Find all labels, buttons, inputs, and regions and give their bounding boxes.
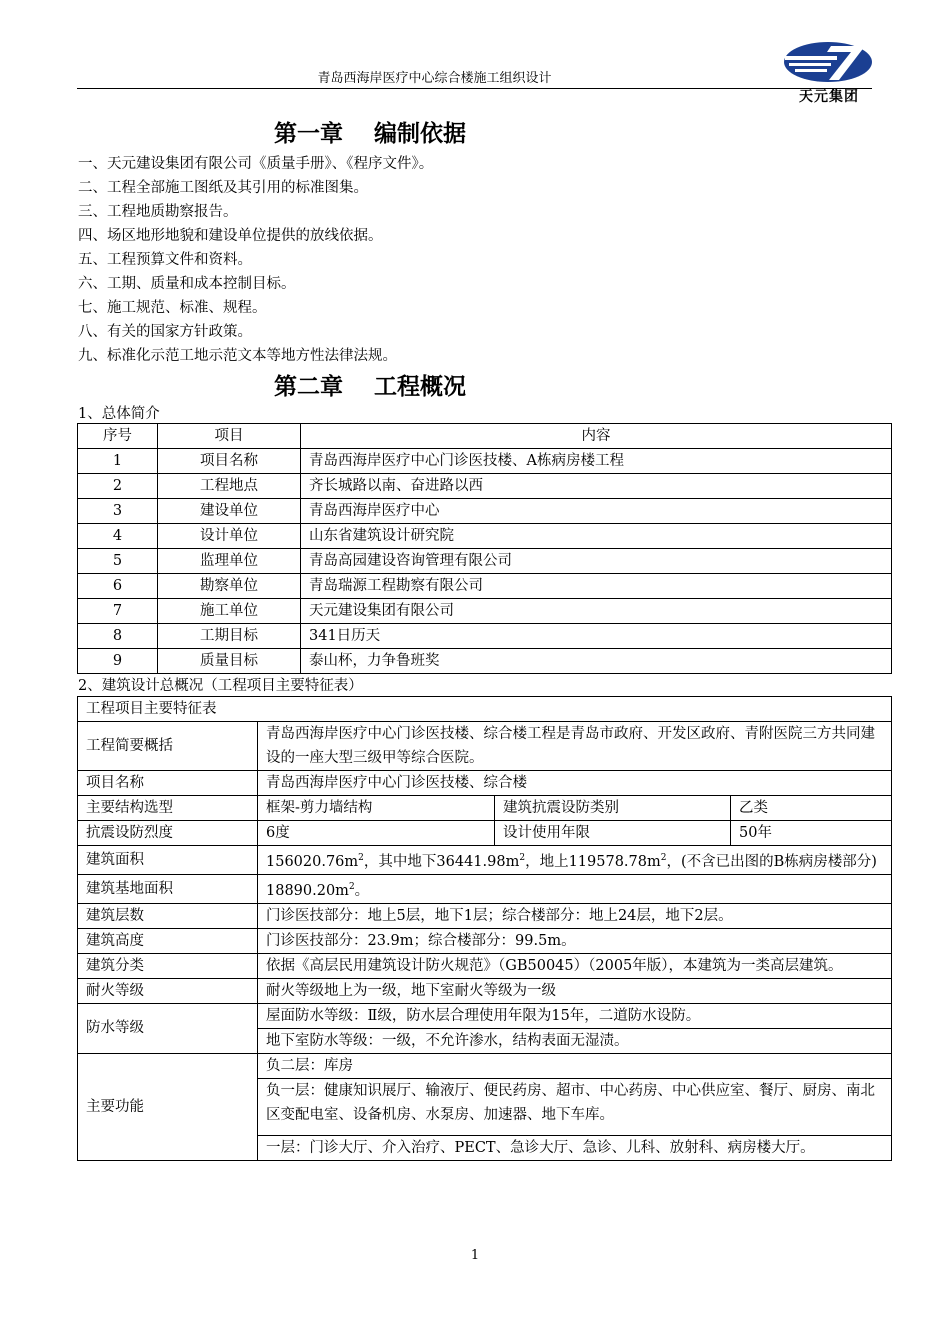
table-row [78, 953, 892, 978]
row-label: 建筑层数 [78, 903, 258, 928]
row-value: 50年 [731, 821, 892, 846]
row-value: 依据《高层民用建筑设计防火规范》（GB50045）（2005年版），本建筑为一类高层建筑。 [258, 953, 892, 978]
row-label: 建筑基地面积 [78, 874, 258, 903]
table-cell: 9 [78, 649, 158, 674]
base-area: 18890.20m [266, 882, 349, 899]
row-label: 耐火等级 [78, 978, 258, 1003]
table-cell: 3 [78, 499, 158, 524]
row-value: 门诊医技部分：地上5层，地下1层；综合楼部分：地上24层，地下2层。 [258, 903, 892, 928]
basis-item: 五、工程预算文件和资料。 [78, 252, 252, 268]
row-value: 屋面防水等级：Ⅱ级，防水层合理使用年限为15年，二道防水设防。 [258, 1003, 892, 1028]
table-row [78, 1053, 892, 1078]
row-label: 抗震设防烈度 [78, 821, 258, 846]
chapter-1-title: 第一章 编制依据 [273, 121, 466, 147]
basis-item: 二、工程全部施工图纸及其引用的标准图集。 [78, 180, 368, 196]
basis-item: 六、工期、质量和成本控制目标。 [78, 276, 296, 292]
table-row [78, 903, 892, 928]
row-value: 框架-剪力墙结构 [258, 796, 495, 821]
table-header-row [78, 424, 892, 449]
overview-table [77, 423, 892, 674]
table-row [78, 846, 892, 875]
table-row [78, 1003, 892, 1028]
table-cell: 齐长城路以南、奋进路以西 [301, 474, 892, 499]
table-row [78, 697, 892, 722]
row-label: 项目名称 [78, 771, 258, 796]
basis-item: 七、施工规范、标准、规程。 [78, 300, 267, 316]
basis-item: 四、场区地形地貌和建设单位提供的放线依据。 [78, 228, 383, 244]
table-row [78, 499, 892, 524]
table-cell: 青岛瑞源工程勘察有限公司 [301, 574, 892, 599]
header-cell: 序号 [78, 424, 158, 449]
table-cell: 青岛西海岸医疗中心门诊医技楼、A栋病房楼工程 [301, 449, 892, 474]
table-cell: 监理单位 [158, 549, 301, 574]
feature-table [77, 696, 892, 1161]
area-note: ，(不含已出图的B栋病房楼部分) [666, 853, 877, 870]
row-label: 工程简要概括 [78, 722, 258, 771]
row-value: 6度 [258, 821, 495, 846]
table-cell: 建设单位 [158, 499, 301, 524]
table-caption: 工程项目主要特征表 [78, 697, 892, 722]
page-header [77, 62, 872, 89]
table-cell: 4 [78, 524, 158, 549]
table-cell: 青岛西海岸医疗中心 [301, 499, 892, 524]
table-row [78, 524, 892, 549]
basis-item: 八、有关的国家方针政策。 [78, 324, 252, 340]
table-cell: 工程地点 [158, 474, 301, 499]
superscript: 2 [519, 853, 526, 863]
table-cell: 天元建设集团有限公司 [301, 599, 892, 624]
row-value: 一层：门诊大厅、介入治疗、PECT、急诊大厅、急诊、儿科、放射科、病房楼大厅。 [258, 1135, 892, 1160]
table-row [78, 624, 892, 649]
row-value: 门诊医技部分：23.9m；综合楼部分：99.5m。 [258, 928, 892, 953]
row-label: 设计使用年限 [495, 821, 731, 846]
table-row [78, 474, 892, 499]
table-cell: 6 [78, 574, 158, 599]
table-cell: 泰山杯，力争鲁班奖 [301, 649, 892, 674]
header-cell: 项目 [158, 424, 301, 449]
table-cell: 项目名称 [158, 449, 301, 474]
table-cell: 1 [78, 449, 158, 474]
area-aboveground: ，地上119578.78m [525, 853, 661, 870]
base-area-end: 。 [354, 882, 370, 899]
table-cell: 341日历天 [301, 624, 892, 649]
table-cell: 工期目标 [158, 624, 301, 649]
table-row [78, 874, 892, 903]
basis-item: 九、标准化示范工地示范文本等地方性法律法规。 [78, 348, 397, 364]
table-cell: 5 [78, 549, 158, 574]
table-cell: 7 [78, 599, 158, 624]
row-label: 主要功能 [78, 1053, 258, 1160]
row-value [258, 846, 892, 875]
table-row [78, 928, 892, 953]
row-value: 负一层：健康知识展厅、输液厅、便民药房、超市、中心药房、中心供应室、餐厅、厨房、南北区变配电室、设备机房、水泵房、加速器、地下车库。 [258, 1078, 892, 1135]
basis-item: 三、工程地质勘察报告。 [78, 204, 238, 220]
row-label: 建筑高度 [78, 928, 258, 953]
table-row [78, 549, 892, 574]
row-value: 青岛西海岸医疗中心门诊医技楼、综合楼 [258, 771, 892, 796]
row-value [258, 874, 892, 903]
superscript: 2 [660, 853, 667, 863]
row-value: 乙类 [731, 796, 892, 821]
row-label: 建筑分类 [78, 953, 258, 978]
table-cell: 施工单位 [158, 599, 301, 624]
superscript: 2 [358, 853, 364, 863]
table-cell: 青岛高园建设咨询管理有限公司 [301, 549, 892, 574]
row-label: 建筑抗震设防类别 [495, 796, 731, 821]
table-cell: 2 [78, 474, 158, 499]
table-cell: 设计单位 [158, 524, 301, 549]
superscript: 2 [348, 881, 355, 892]
basis-item: 一、天元建设集团有限公司《质量手册》、《程序文件》。 [78, 156, 434, 172]
chapter-2-title: 第二章 工程概况 [273, 374, 466, 400]
logo-text: 天元集团 [799, 89, 859, 105]
table-row [78, 771, 892, 796]
table-row [78, 796, 892, 821]
row-label: 防水等级 [78, 1003, 258, 1053]
header-cell: 内容 [301, 424, 892, 449]
area-underground: ，其中地下36441.98m [363, 853, 520, 870]
row-label: 主要结构选型 [78, 796, 258, 821]
table-row [78, 978, 892, 1003]
row-label: 建筑面积 [78, 846, 258, 875]
row-value: 耐火等级地上为一级，地下室耐火等级为一级 [258, 978, 892, 1003]
table-row [78, 649, 892, 674]
page-number: 1 [470, 1248, 480, 1263]
table-cell: 质量目标 [158, 649, 301, 674]
section-label: 1、总体简介 [78, 406, 160, 422]
table-row [78, 722, 892, 771]
table-row [78, 574, 892, 599]
table-cell: 山东省建筑设计研究院 [301, 524, 892, 549]
table-row [78, 821, 892, 846]
table-cell: 勘察单位 [158, 574, 301, 599]
row-value: 负二层：库房 [258, 1053, 892, 1078]
section-label: 2、建筑设计总概况（工程项目主要特征表） [78, 678, 363, 694]
table-row [78, 599, 892, 624]
row-value: 地下室防水等级：一级，不允许渗水，结构表面无湿渍。 [258, 1028, 892, 1053]
table-cell: 8 [78, 624, 158, 649]
area-total: 156020.76m [266, 853, 359, 870]
header-title: 青岛西海岸医疗中心综合楼施工组织设计 [317, 71, 552, 86]
row-value: 青岛西海岸医疗中心门诊医技楼、综合楼工程是青岛市政府、开发区政府、青附医院三方共同建设的一座大型三级甲等综合医院。 [258, 722, 892, 771]
table-row [78, 449, 892, 474]
